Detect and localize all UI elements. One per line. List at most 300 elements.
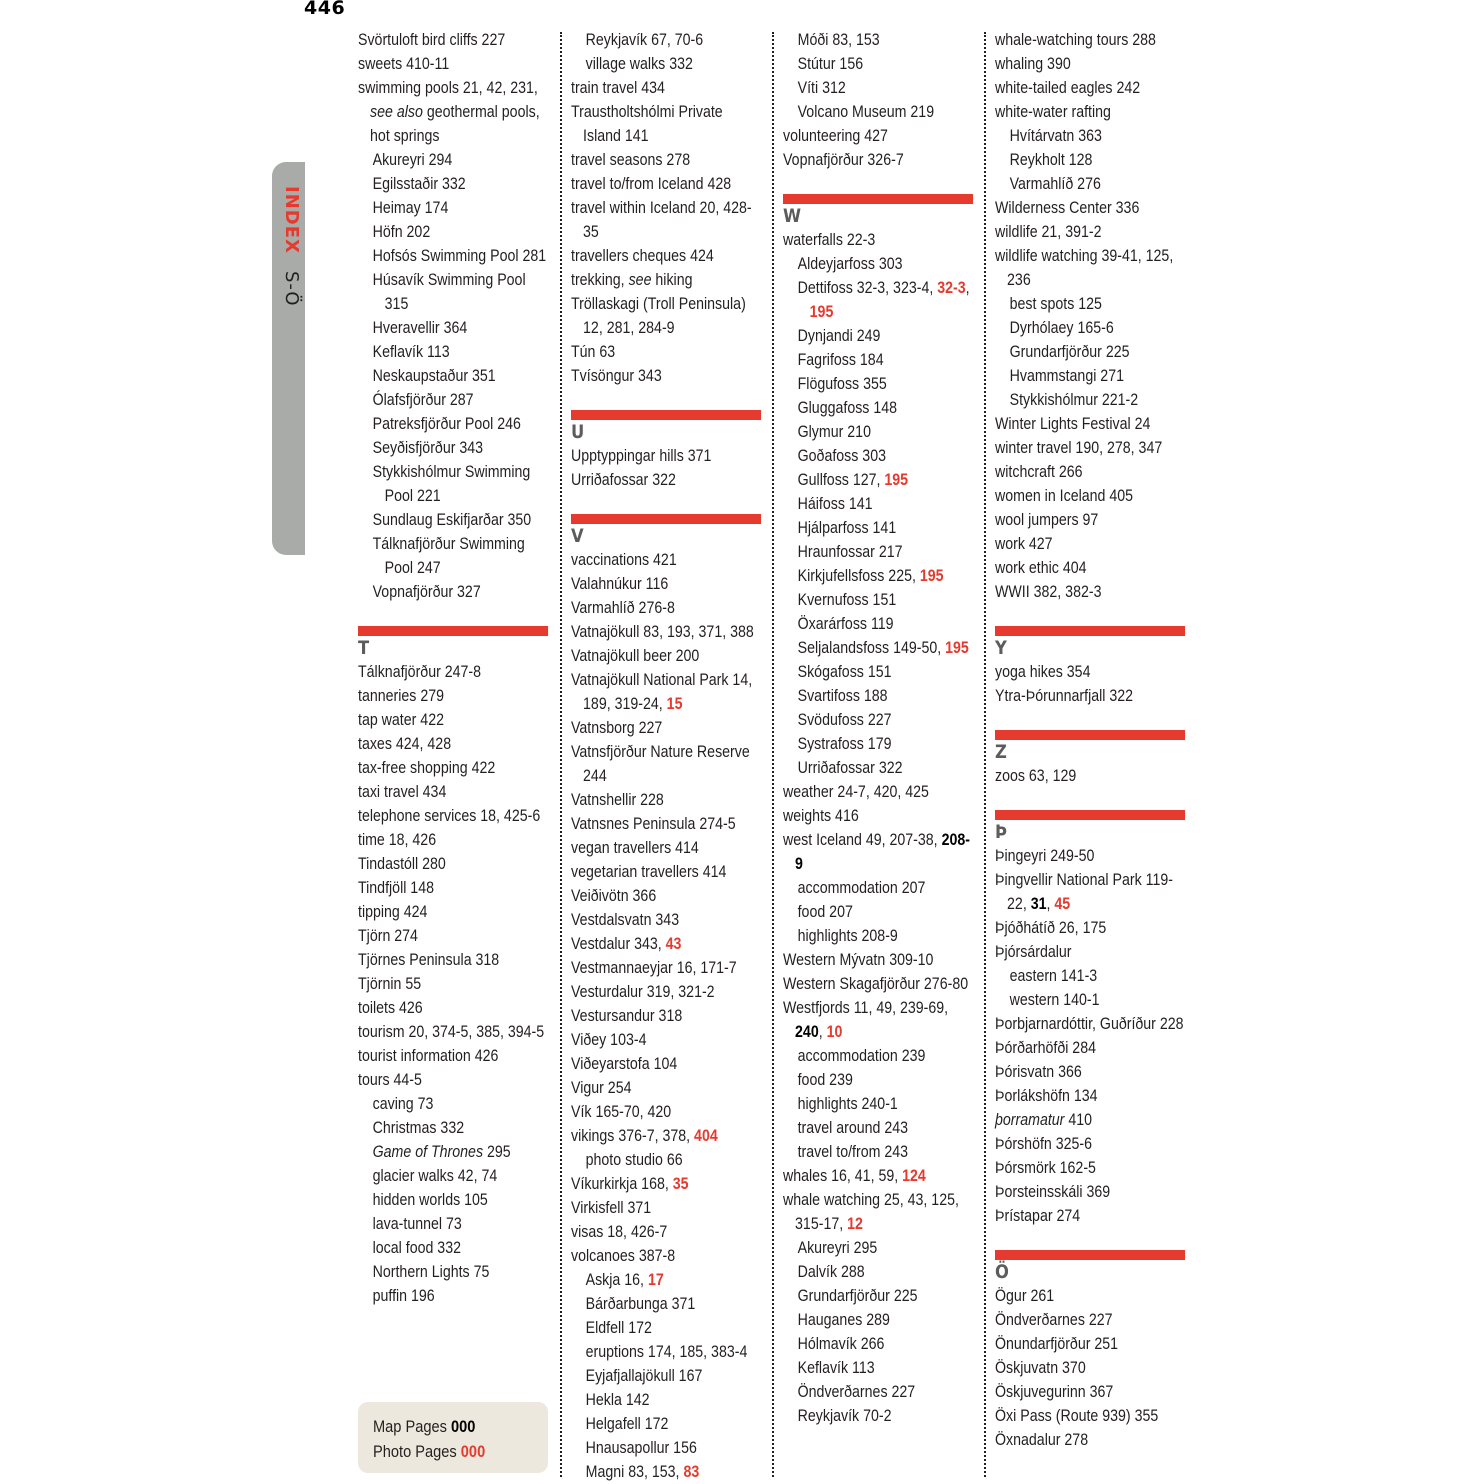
letter-divider-bar [358,626,548,636]
entry-text: Neskaupstaður 351 [372,367,496,385]
photo-page-ref: 195 [919,567,944,585]
entry-text: Seyðisfjörður 343 [372,439,484,457]
entry-text: travel seasons 278 [571,151,691,169]
entry-text: highlights 240-1 [797,1095,898,1113]
entry-text: photo studio 66 [585,1151,683,1169]
entry-text: accommodation 207 [797,879,926,897]
entry-text: Þórðarhöfði 284 [995,1039,1096,1057]
letter-section [995,626,1187,660]
entry-text: Viðeyarstofa 104 [571,1055,678,1073]
index-entry [358,1044,550,1068]
index-entry [995,220,1187,244]
index-subentry [798,516,975,540]
index-side-tab [272,162,305,555]
entry-text: Þórsmörk 162-5 [995,1159,1096,1177]
index-subentry [798,52,975,76]
entry-text: Grundarfjörður 225 [1009,343,1130,361]
photo-page-ref: 195 [945,639,969,657]
entry-text: Valahnúkur 116 [571,575,669,593]
index-entry [995,1380,1187,1404]
entry-text: whaling 390 [995,55,1071,73]
entry-text: Ytra-Þórunnarfjall 322 [995,687,1134,705]
entry-text: Varmahlíð 276-8 [571,599,675,617]
entry-text: Öndverðarnes 227 [797,1383,916,1401]
entry-text: Western Mývatn 309-10 [783,951,934,969]
index-entry [358,804,550,828]
index-entry [995,764,1187,788]
entry-text: see [628,271,652,289]
index-entry [995,532,1187,556]
map-pages-legend [373,1414,562,1439]
entry-text: Dyrhólaey 165-6 [1009,319,1114,337]
map-page-ref: 31 [1030,895,1047,913]
entry-text: Tjörnes Peninsula 318 [358,951,500,969]
index-entry [571,268,763,292]
photo-page-ref: 15 [666,695,683,713]
entry-text: Christmas 332 [372,1119,465,1137]
entry-text: Wilderness Center 336 [995,199,1140,217]
index-entry [995,1132,1187,1156]
entry-text: Þingvellir National Park 119-22, [995,871,1173,913]
index-entry [995,1356,1187,1380]
entry-text: women in Iceland 405 [995,487,1134,505]
index-subentry [373,436,550,460]
index-subentry [586,1412,763,1436]
letter-section [571,514,763,548]
index-subentry [373,172,550,196]
index-entry [995,76,1187,100]
entry-text: WWII 382, 382-3 [995,583,1102,601]
entry-text: Vestursandur 318 [571,1007,683,1025]
entry-text: winter travel 190, 278, 347 [995,439,1163,457]
index-subentry [586,52,763,76]
index-entry [571,980,763,1004]
index-subentry [798,564,975,588]
index-subentry [373,460,550,508]
entry-text: Öxnadalur 278 [995,1431,1089,1449]
entry-text: Hjálparfoss 141 [797,519,897,537]
photo-page-ref: 10 [826,1023,843,1041]
entry-text: Patreksfjörður Pool 246 [372,415,521,433]
index-subentry [373,532,550,580]
photo-page-ref: 83 [683,1463,700,1481]
index-entry [358,852,550,876]
entry-text: Tröllaskagi (Troll Peninsula) 12, 281, 284-9 [571,295,746,337]
entry-text: accommodation 239 [797,1047,926,1065]
index-subentry [373,1092,550,1116]
entry-text: geothermal pools, hot springs [370,103,540,145]
index-entry [571,908,763,932]
entry-text: Tjörnin 55 [358,975,422,993]
index-entry [358,1020,550,1044]
entry-text: volunteering 427 [783,127,888,145]
index-entry [995,436,1187,460]
index-subentry [798,492,975,516]
index-entry [571,860,763,884]
entry-text: sweets 410-11 [358,55,450,73]
entry-text: Hvítárvatn 363 [1009,127,1102,145]
entry-text: Þrístapar 274 [995,1207,1081,1225]
index-subentry [798,420,975,444]
index-subentry [373,148,550,172]
entry-text: Akureyri 295 [797,1239,878,1257]
entry-text: Háifoss 141 [797,495,873,513]
index-subentry [373,1188,550,1212]
column-divider [772,32,774,1477]
letter-section [995,730,1187,764]
column-divider [560,32,562,1477]
index-tab-title: INDEX [281,186,302,254]
index-entry [995,940,1187,964]
index-subentry [373,580,550,604]
entry-text: Fagrifoss 184 [797,351,884,369]
entry-text: Önundarfjörður 251 [995,1335,1119,1353]
index-subentry [373,412,550,436]
entry-text: tap water 422 [358,711,444,729]
entry-text: eastern 141-3 [1009,967,1098,985]
index-entry [358,972,550,996]
index-entry [571,620,763,644]
index-subentry [586,1292,763,1316]
index-subentry [798,756,975,780]
index-subentry [373,196,550,220]
index-entry [995,1108,1187,1132]
entry-text: caving 73 [372,1095,434,1113]
index-entry [995,52,1187,76]
index-entry [783,996,975,1044]
index-entry [571,812,763,836]
map-pages-label: Map Pages [373,1417,447,1436]
letter-heading: Þ [995,821,1008,843]
entry-text: Svödufoss 227 [797,711,892,729]
entry-text: Hofsós Swimming Pool 281 [372,247,547,265]
index-entry [995,460,1187,484]
letter-divider-bar [571,514,761,524]
index-subentry [586,1364,763,1388]
entry-text: Víti 312 [797,79,846,97]
map-pages-value: 000 [451,1417,476,1436]
entry-text: lava-tunnel 73 [372,1215,462,1233]
photo-page-ref: 124 [902,1167,926,1185]
entry-text: tax-free shopping 422 [358,759,496,777]
entry-text: whale-watching tours 288 [995,31,1156,49]
photo-pages-label: Photo Pages [373,1442,457,1461]
entry-text: Keflavík 113 [797,1359,875,1377]
entry-text: Westfjords 11, 49, 239-69, [783,999,949,1017]
index-subentry [798,1140,975,1164]
index-subentry [798,1308,975,1332]
entry-text: Móði 83, 153 [797,31,880,49]
index-subentry [798,540,975,564]
index-entry [995,844,1187,868]
letter-divider-bar [995,626,1185,636]
entry-text: Stútur 156 [797,55,864,73]
photo-page-ref: 12 [847,1215,863,1233]
index-entry [995,196,1187,220]
index-subentry [798,1092,975,1116]
index-subentry [798,1356,975,1380]
entry-text: Vestmannaeyjar 16, 171-7 [571,959,737,977]
entry-text: glacier walks 42, 74 [372,1167,498,1185]
entry-text: wildlife watching 39-41, 125, 236 [995,247,1174,289]
entry-text: Bárðarbunga 371 [585,1295,696,1313]
entry-text: Kvernufoss 151 [797,591,897,609]
letter-heading: T [358,637,370,659]
letter-heading: W [783,205,802,227]
entry-text: swimming pools 21, 42, 231, [358,79,538,97]
index-subentry [798,1044,975,1068]
entry-text: Þórisvatn 366 [995,1063,1082,1081]
entry-text: Vatnsnes Peninsula 274-5 [571,815,736,833]
index-entry [571,1004,763,1028]
entry-text: Seljalandsfoss 149-50, [797,639,946,657]
entry-text: telephone services 18, 425-6 [358,807,541,825]
index-entry [995,1404,1187,1428]
index-subentry [373,1140,550,1164]
index-column-3 [783,28,970,1428]
index-subentry [798,684,975,708]
index-subentry [586,1316,763,1340]
index-entry [995,1180,1187,1204]
entry-text: Öndverðarnes 227 [995,1311,1113,1329]
index-subentry [798,348,975,372]
entry-text: Vatnsborg 227 [571,719,663,737]
entry-text: Varmahlíð 276 [1009,175,1101,193]
index-entry [571,1028,763,1052]
entry-text: Þórshöfn 325-6 [995,1135,1093,1153]
entry-text: Tvísöngur 343 [571,367,662,385]
index-subentry [1010,964,1187,988]
entry-text: wool jumpers 97 [995,511,1099,529]
column-divider [984,32,986,1477]
entry-text: best spots 125 [1009,295,1102,313]
entry-text: Winter Lights Festival 24 [995,415,1151,433]
index-entry [995,1084,1187,1108]
index-subentry [798,1404,975,1428]
entry-text: zoos 63, 129 [995,767,1077,785]
entry-text: Þorsteinsskáli 369 [995,1183,1111,1201]
entry-text: Vopnafjörður 326-7 [783,151,904,169]
index-entry [358,732,550,756]
index-subentry [373,508,550,532]
entry-text: þorramatur [995,1111,1065,1129]
entry-text: volcanoes 387-8 [571,1247,676,1265]
index-entry [358,900,550,924]
entry-text: white-tailed eagles 242 [995,79,1141,97]
entry-text: vikings 376-7, 378, [571,1127,695,1145]
entry-text: Öxarárfoss 119 [797,615,894,633]
index-entry [995,1156,1187,1180]
index-entry [995,684,1187,708]
entry-text: visas 18, 426-7 [571,1223,668,1241]
index-entry [571,716,763,740]
entry-text: Veiðivötn 366 [571,887,657,905]
entry-text: travel to/from Iceland 428 [571,175,732,193]
entry-text: travellers cheques 424 [571,247,714,265]
entry-text: Urriðafossar 322 [571,471,676,489]
page-type-legend [358,1402,548,1473]
index-subentry [373,1260,550,1284]
letter-divider-bar [783,194,973,204]
index-entry [571,292,763,340]
entry-text: toilets 426 [358,999,423,1017]
index-entry [571,1196,763,1220]
entry-text: Vatnajökull 83, 193, 371, 388 [571,623,754,641]
index-tab-label [281,186,302,306]
index-subentry [798,28,975,52]
entry-text: Öskjuvatn 370 [995,1359,1086,1377]
entry-text: Stykkishólmur 221-2 [1009,391,1139,409]
entry-text: highlights 208-9 [797,927,898,945]
index-subentry [373,268,550,316]
entry-text: local food 332 [372,1239,461,1257]
map-page-ref: 208-9 [795,831,970,873]
entry-text: tourism 20, 374-5, 385, 394-5 [358,1023,545,1041]
entry-text: Vatnsfjörður Nature Reserve 244 [571,743,750,785]
entry-text: white-water rafting [995,103,1111,121]
letter-heading: Ö [995,1261,1009,1283]
index-subentry [586,1148,763,1172]
entry-text: Virkisfell 371 [571,1199,652,1217]
entry-text: Hraunfossar 217 [797,543,903,561]
entry-text: Urriðafossar 322 [797,759,903,777]
index-entry [571,196,763,244]
index-subentry [798,1116,975,1140]
index-subentry [798,100,975,124]
entry-text: Hauganes 289 [797,1311,890,1329]
index-subentry [798,900,975,924]
index-entry [571,1124,763,1148]
entry-text: Eyjafjallajökull 167 [585,1367,703,1385]
index-subentry [798,924,975,948]
entry-text: Grundarfjörður 225 [797,1287,918,1305]
entry-text: Vestdalsvatn 343 [571,911,680,929]
index-subentry [1010,292,1187,316]
index-subentry [586,1268,763,1292]
photo-page-ref: 35 [672,1175,689,1193]
index-entry [995,244,1187,292]
index-entry [571,548,763,572]
entry-text: trekking, [571,271,629,289]
entry-text: hiking [651,271,693,289]
entry-text: Þingeyri 249-50 [995,847,1095,865]
entry-text: , [965,279,970,297]
entry-text: vaccinations 421 [571,551,677,569]
letter-section [995,1250,1187,1284]
entry-text: Hnausapollur 156 [585,1439,697,1457]
index-subentry [373,220,550,244]
map-page-ref: 240 [795,1023,819,1041]
entry-text: food 207 [797,903,853,921]
entry-text: Sundlaug Eskifjarðar 350 [372,511,532,529]
letter-heading: U [571,421,585,443]
index-entry [358,756,550,780]
index-subentry [1010,316,1187,340]
page-number: 446 [304,0,346,19]
index-subentry [798,468,975,492]
index-subentry [586,1460,763,1484]
entry-text: weights 416 [783,807,859,825]
entry-text: Vopnafjörður 327 [372,583,481,601]
index-entry [358,708,550,732]
photo-page-ref: 45 [1054,895,1071,913]
index-entry [783,1164,975,1188]
entry-text: Tálknafjörður Swimming Pool 247 [372,535,525,577]
entry-text: Húsavík Swimming Pool 315 [372,271,526,313]
index-subentry [373,1212,550,1236]
entry-text: Vigur 254 [571,1079,632,1097]
entry-text: Dettifoss 32-3, 323-4, [797,279,938,297]
index-subentry [798,252,975,276]
letter-section [358,626,550,660]
entry-text: hidden worlds 105 [372,1191,488,1209]
index-subentry [1010,172,1187,196]
entry-text: Hólmavík 266 [797,1335,885,1353]
index-subentry [798,444,975,468]
index-entry [571,572,763,596]
index-entry [995,508,1187,532]
entry-text: Magni 83, 153, [585,1463,684,1481]
index-subentry [373,364,550,388]
index-entry [571,932,763,956]
index-entry [995,868,1187,916]
photo-pages-legend [373,1439,562,1464]
entry-text: Vatnajökull National Park 14, 189, 319-24, [571,671,753,713]
entry-text: Stykkishólmur Swimming Pool 221 [372,463,531,505]
entry-text: tanneries 279 [358,687,444,705]
index-subentry [1010,124,1187,148]
index-entry [995,556,1187,580]
index-subentry [586,1340,763,1364]
index-entry [995,1308,1187,1332]
entry-text: Hveravellir 364 [372,319,468,337]
entry-text: Northern Lights 75 [372,1263,490,1281]
entry-text: Volcano Museum 219 [797,103,935,121]
entry-text: tours 44-5 [358,1071,422,1089]
entry-text: waterfalls 22-3 [783,231,876,249]
index-entry [783,972,975,996]
entry-text: Reykholt 128 [1009,151,1093,169]
index-entry [571,956,763,980]
index-entry [571,596,763,620]
entry-text: west Iceland 49, 207-38, [783,831,942,849]
index-subentry [798,324,975,348]
entry-text: Vatnajökull beer 200 [571,647,700,665]
entry-text: vegetarian travellers 414 [571,863,727,881]
index-entry [571,100,763,148]
index-entry [571,668,763,716]
index-entry [783,124,975,148]
index-entry [995,1428,1187,1452]
entry-text: work 427 [995,535,1053,553]
entry-text: Systrafoss 179 [797,735,892,753]
entry-text: wildlife 21, 391-2 [995,223,1102,241]
index-subentry [1010,148,1187,172]
entry-text: Þjóðhátíð 26, 175 [995,919,1107,937]
entry-text: Akureyri 294 [372,151,453,169]
entry-text: train travel 434 [571,79,665,97]
entry-text: Western Skagafjörður 276-80 [783,975,969,993]
entry-text: whale watching 25, 43, 125, 315-17, [783,1191,959,1233]
letter-divider-bar [995,730,1185,740]
index-entry [358,876,550,900]
entry-text: village walks 332 [585,55,693,73]
index-subentry [798,76,975,100]
index-entry [571,444,763,468]
index-entry [571,468,763,492]
index-entry [358,780,550,804]
entry-text: food 239 [797,1071,853,1089]
